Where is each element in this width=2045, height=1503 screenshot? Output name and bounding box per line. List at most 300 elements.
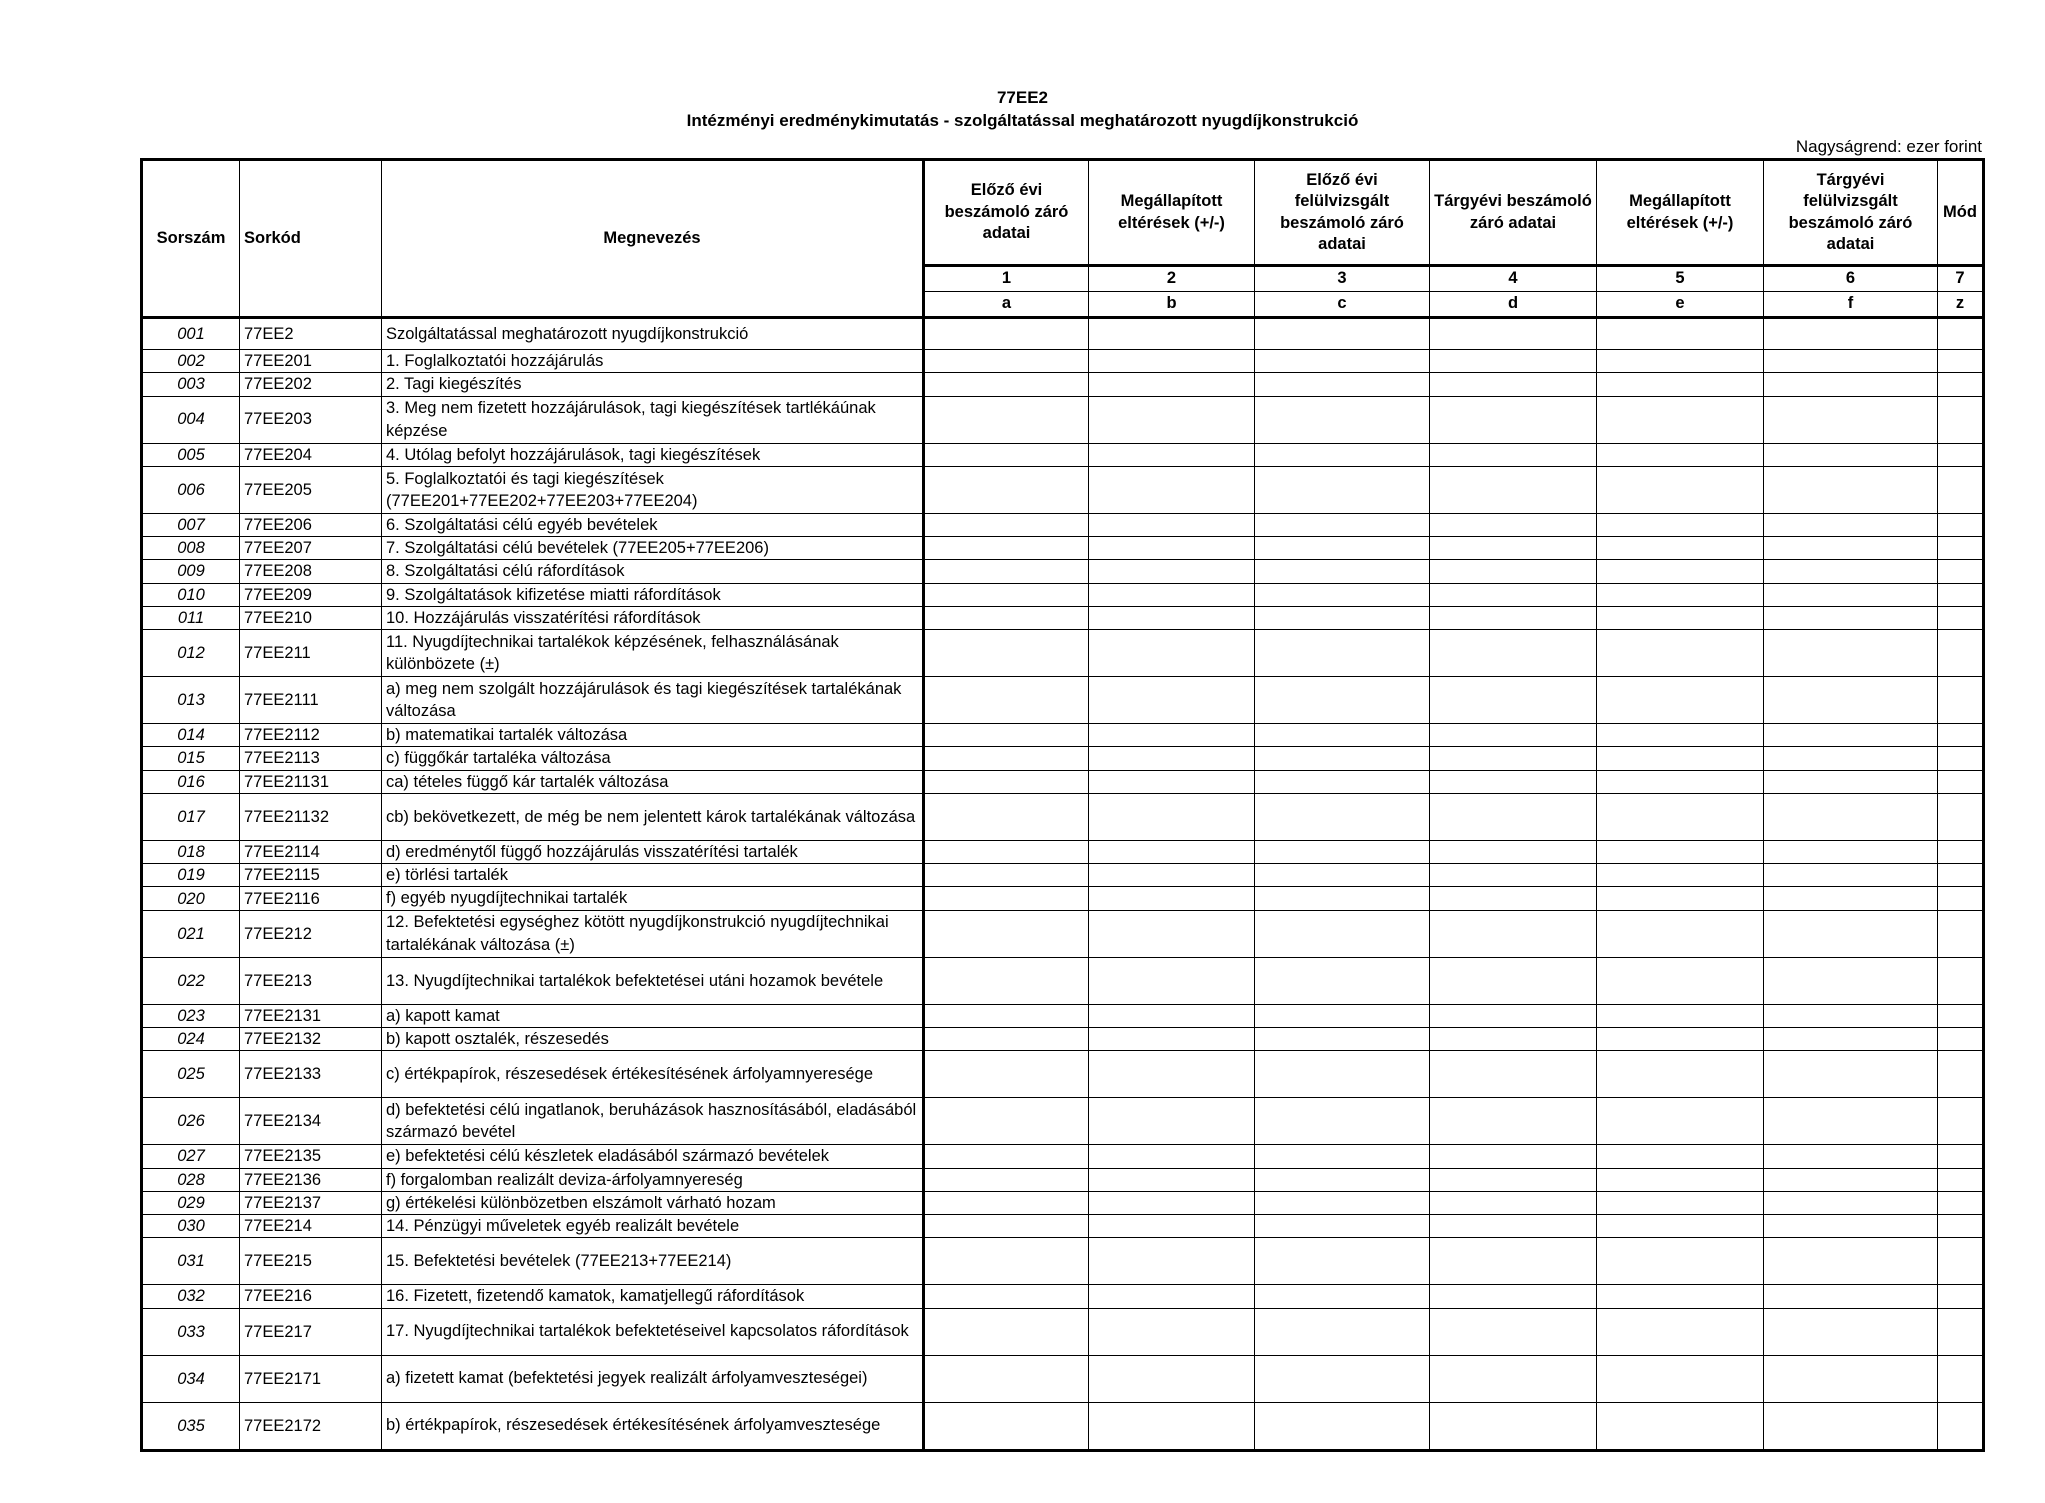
col-letter-b: b: [1089, 292, 1255, 318]
value-cell-f[interactable]: [1764, 1027, 1938, 1050]
value-cell-a[interactable]: [924, 513, 1089, 536]
value-cell-e[interactable]: [1597, 606, 1764, 629]
value-cell-c[interactable]: [1255, 560, 1430, 583]
value-cell-z[interactable]: [1938, 537, 1984, 560]
value-cell-b[interactable]: [1089, 957, 1255, 1004]
value-cell-e[interactable]: [1597, 560, 1764, 583]
value-cell-z[interactable]: [1938, 560, 1984, 583]
value-cell-c[interactable]: [1255, 1004, 1430, 1027]
value-cell-b[interactable]: [1089, 1168, 1255, 1191]
table-row: [142, 770, 1984, 793]
value-cell-d[interactable]: [1430, 560, 1597, 583]
value-cell-c[interactable]: [1255, 583, 1430, 606]
value-cell-d[interactable]: [1430, 583, 1597, 606]
row-megnevezes: Szolgáltatással meghatározott nyugdíjkonstrukció: [382, 318, 924, 350]
value-cell-f[interactable]: [1764, 373, 1938, 396]
value-cell-z[interactable]: [1938, 1308, 1984, 1355]
value-cell-c[interactable]: [1255, 957, 1430, 1004]
row-megnevezes: cb) bekövetkezett, de még be nem jelentett károk tartalékának változása: [382, 793, 924, 840]
row-sorkod: 77EE2172: [240, 1402, 382, 1450]
value-cell-b[interactable]: [1089, 606, 1255, 629]
value-cell-c[interactable]: [1255, 1355, 1430, 1402]
value-cell-f[interactable]: [1764, 864, 1938, 887]
value-cell-d[interactable]: [1430, 864, 1597, 887]
value-cell-a[interactable]: [924, 630, 1089, 677]
value-cell-z[interactable]: [1938, 724, 1984, 747]
value-cell-a[interactable]: [924, 318, 1089, 350]
row-megnevezes: 15. Befektetési bevételek (77EE213+77EE214): [382, 1238, 924, 1285]
row-megnevezes: e) befektetési célú készletek eladásából származó bevételek: [382, 1145, 924, 1168]
value-cell-a[interactable]: [924, 583, 1089, 606]
row-sorszam: 002: [142, 350, 240, 373]
value-cell-f[interactable]: [1764, 396, 1938, 443]
row-sorkod: 77EE2114: [240, 840, 382, 863]
value-cell-c[interactable]: [1255, 1191, 1430, 1214]
value-cell-e[interactable]: [1597, 724, 1764, 747]
value-cell-d[interactable]: [1430, 1402, 1597, 1450]
col-number-3: 3: [1255, 266, 1430, 292]
row-megnevezes: 9. Szolgáltatások kifizetése miatti ráfordítások: [382, 583, 924, 606]
value-cell-a[interactable]: [924, 887, 1089, 910]
value-cell-f[interactable]: [1764, 1168, 1938, 1191]
value-cell-a[interactable]: [924, 1285, 1089, 1308]
value-cell-f[interactable]: [1764, 770, 1938, 793]
value-cell-z[interactable]: [1938, 1238, 1984, 1285]
value-cell-a[interactable]: [924, 1051, 1089, 1098]
value-cell-c[interactable]: [1255, 677, 1430, 724]
value-cell-z[interactable]: [1938, 1004, 1984, 1027]
value-cell-z[interactable]: [1938, 1215, 1984, 1238]
value-cell-e[interactable]: [1597, 1051, 1764, 1098]
value-cell-f[interactable]: [1764, 677, 1938, 724]
col-letter-d: d: [1430, 292, 1597, 318]
value-cell-f[interactable]: [1764, 910, 1938, 957]
value-cell-a[interactable]: [924, 724, 1089, 747]
value-cell-z[interactable]: [1938, 318, 1984, 350]
row-sorszam: 011: [142, 606, 240, 629]
value-cell-d[interactable]: [1430, 1285, 1597, 1308]
value-cell-d[interactable]: [1430, 1308, 1597, 1355]
value-cell-d[interactable]: [1430, 747, 1597, 770]
value-cell-z[interactable]: [1938, 747, 1984, 770]
value-cell-a[interactable]: [924, 957, 1089, 1004]
value-cell-a[interactable]: [924, 1308, 1089, 1355]
value-cell-a[interactable]: [924, 373, 1089, 396]
value-cell-a[interactable]: [924, 747, 1089, 770]
value-cell-c[interactable]: [1255, 1308, 1430, 1355]
value-cell-c[interactable]: [1255, 466, 1430, 513]
value-cell-c[interactable]: [1255, 1215, 1430, 1238]
value-cell-d[interactable]: [1430, 1098, 1597, 1145]
value-cell-d[interactable]: [1430, 793, 1597, 840]
table-row: [142, 318, 1984, 350]
table-row: [142, 957, 1984, 1004]
value-cell-e[interactable]: [1597, 350, 1764, 373]
value-cell-d[interactable]: [1430, 396, 1597, 443]
value-cell-e[interactable]: [1597, 864, 1764, 887]
table-row: [142, 677, 1984, 724]
value-cell-z[interactable]: [1938, 910, 1984, 957]
value-cell-f[interactable]: [1764, 350, 1938, 373]
value-cell-f[interactable]: [1764, 1004, 1938, 1027]
row-sorszam: 008: [142, 537, 240, 560]
value-cell-d[interactable]: [1430, 1191, 1597, 1214]
value-cell-e[interactable]: [1597, 513, 1764, 536]
value-cell-e[interactable]: [1597, 583, 1764, 606]
value-cell-e[interactable]: [1597, 1238, 1764, 1285]
value-cell-z[interactable]: [1938, 1168, 1984, 1191]
value-cell-f[interactable]: [1764, 583, 1938, 606]
value-cell-c[interactable]: [1255, 887, 1430, 910]
value-cell-b[interactable]: [1089, 350, 1255, 373]
value-cell-b[interactable]: [1089, 1191, 1255, 1214]
value-cell-c[interactable]: [1255, 396, 1430, 443]
value-cell-e[interactable]: [1597, 396, 1764, 443]
value-cell-d[interactable]: [1430, 537, 1597, 560]
row-sorszam: 033: [142, 1308, 240, 1355]
value-cell-d[interactable]: [1430, 770, 1597, 793]
value-cell-e[interactable]: [1597, 1215, 1764, 1238]
value-cell-z[interactable]: [1938, 373, 1984, 396]
value-cell-e[interactable]: [1597, 747, 1764, 770]
value-cell-z[interactable]: [1938, 630, 1984, 677]
value-cell-z[interactable]: [1938, 1285, 1984, 1308]
value-cell-d[interactable]: [1430, 443, 1597, 466]
value-cell-z[interactable]: [1938, 1402, 1984, 1450]
row-sorszam: 012: [142, 630, 240, 677]
value-cell-e[interactable]: [1597, 537, 1764, 560]
value-cell-e[interactable]: [1597, 887, 1764, 910]
value-cell-z[interactable]: [1938, 466, 1984, 513]
value-cell-c[interactable]: [1255, 1051, 1430, 1098]
value-cell-c[interactable]: [1255, 1402, 1430, 1450]
value-cell-c[interactable]: [1255, 840, 1430, 863]
value-cell-b[interactable]: [1089, 1098, 1255, 1145]
value-cell-e[interactable]: [1597, 1027, 1764, 1050]
row-sorszam: 029: [142, 1191, 240, 1214]
value-cell-d[interactable]: [1430, 1215, 1597, 1238]
value-cell-b[interactable]: [1089, 1027, 1255, 1050]
row-sorszam: 018: [142, 840, 240, 863]
value-cell-b[interactable]: [1089, 747, 1255, 770]
value-cell-e[interactable]: [1597, 1285, 1764, 1308]
value-cell-e[interactable]: [1597, 770, 1764, 793]
value-cell-f[interactable]: [1764, 724, 1938, 747]
value-cell-a[interactable]: [924, 1191, 1089, 1214]
value-cell-c[interactable]: [1255, 373, 1430, 396]
value-cell-a[interactable]: [924, 537, 1089, 560]
value-cell-f[interactable]: [1764, 466, 1938, 513]
row-sorszam: 007: [142, 513, 240, 536]
table-row: [142, 887, 1984, 910]
value-cell-f[interactable]: [1764, 840, 1938, 863]
value-cell-d[interactable]: [1430, 677, 1597, 724]
value-cell-e[interactable]: [1597, 1145, 1764, 1168]
row-megnevezes: 1. Foglalkoztatói hozzájárulás: [382, 350, 924, 373]
value-cell-c[interactable]: [1255, 1168, 1430, 1191]
value-cell-f[interactable]: [1764, 747, 1938, 770]
table-row: [142, 1098, 1984, 1145]
row-megnevezes: 12. Befektetési egységhez kötött nyugdíjkonstrukció nyugdíjtechnikai tartalékának változása (±): [382, 910, 924, 957]
value-cell-a[interactable]: [924, 1215, 1089, 1238]
value-cell-a[interactable]: [924, 864, 1089, 887]
value-cell-a[interactable]: [924, 350, 1089, 373]
value-cell-d[interactable]: [1430, 1027, 1597, 1050]
value-cell-z[interactable]: [1938, 1355, 1984, 1402]
value-cell-z[interactable]: [1938, 887, 1984, 910]
value-cell-f[interactable]: [1764, 1308, 1938, 1355]
table-header: [142, 160, 1984, 318]
row-sorkod: 77EE2137: [240, 1191, 382, 1214]
row-sorkod: 77EE216: [240, 1285, 382, 1308]
value-cell-e[interactable]: [1597, 1402, 1764, 1450]
value-cell-d[interactable]: [1430, 1051, 1597, 1098]
value-cell-f[interactable]: [1764, 887, 1938, 910]
value-cell-e[interactable]: [1597, 677, 1764, 724]
value-cell-c[interactable]: [1255, 606, 1430, 629]
value-cell-e[interactable]: [1597, 1168, 1764, 1191]
value-cell-b[interactable]: [1089, 770, 1255, 793]
value-cell-a[interactable]: [924, 793, 1089, 840]
value-cell-a[interactable]: [924, 1004, 1089, 1027]
value-cell-e[interactable]: [1597, 1308, 1764, 1355]
value-cell-f[interactable]: [1764, 1215, 1938, 1238]
row-sorszam: 020: [142, 887, 240, 910]
value-cell-b[interactable]: [1089, 583, 1255, 606]
value-cell-d[interactable]: [1430, 1168, 1597, 1191]
table-row: [142, 1168, 1984, 1191]
value-cell-d[interactable]: [1430, 910, 1597, 957]
value-cell-a[interactable]: [924, 606, 1089, 629]
value-cell-c[interactable]: [1255, 630, 1430, 677]
col-header-4: Tárgyévi beszámoló záró adatai: [1430, 160, 1597, 266]
value-cell-e[interactable]: [1597, 957, 1764, 1004]
value-cell-f[interactable]: [1764, 793, 1938, 840]
value-cell-z[interactable]: [1938, 606, 1984, 629]
value-cell-b[interactable]: [1089, 318, 1255, 350]
value-cell-b[interactable]: [1089, 724, 1255, 747]
col-letter-c: c: [1255, 292, 1430, 318]
row-megnevezes: 11. Nyugdíjtechnikai tartalékok képzésének, felhasználásának különbözete (±): [382, 630, 924, 677]
value-cell-d[interactable]: [1430, 606, 1597, 629]
value-cell-d[interactable]: [1430, 513, 1597, 536]
value-cell-c[interactable]: [1255, 864, 1430, 887]
value-cell-c[interactable]: [1255, 770, 1430, 793]
row-megnevezes: a) meg nem szolgált hozzájárulások és tagi kiegészítések tartalékának változása: [382, 677, 924, 724]
value-cell-z[interactable]: [1938, 1191, 1984, 1214]
value-cell-b[interactable]: [1089, 443, 1255, 466]
value-cell-c[interactable]: [1255, 537, 1430, 560]
value-cell-a[interactable]: [924, 1238, 1089, 1285]
value-cell-z[interactable]: [1938, 770, 1984, 793]
value-cell-z[interactable]: [1938, 443, 1984, 466]
value-cell-f[interactable]: [1764, 318, 1938, 350]
value-cell-c[interactable]: [1255, 350, 1430, 373]
table-row: [142, 840, 1984, 863]
value-cell-f[interactable]: [1764, 1402, 1938, 1450]
value-cell-d[interactable]: [1430, 373, 1597, 396]
row-megnevezes: 7. Szolgáltatási célú bevételek (77EE205+77EE206): [382, 537, 924, 560]
value-cell-a[interactable]: [924, 443, 1089, 466]
value-cell-e[interactable]: [1597, 910, 1764, 957]
row-megnevezes: 6. Szolgáltatási célú egyéb bevételek: [382, 513, 924, 536]
value-cell-a[interactable]: [924, 1355, 1089, 1402]
value-cell-b[interactable]: [1089, 1145, 1255, 1168]
row-sorkod: 77EE2131: [240, 1004, 382, 1027]
value-cell-e[interactable]: [1597, 1355, 1764, 1402]
value-cell-d[interactable]: [1430, 840, 1597, 863]
value-cell-f[interactable]: [1764, 957, 1938, 1004]
value-cell-b[interactable]: [1089, 373, 1255, 396]
value-cell-z[interactable]: [1938, 793, 1984, 840]
value-cell-z[interactable]: [1938, 957, 1984, 1004]
value-cell-d[interactable]: [1430, 1238, 1597, 1285]
value-cell-c[interactable]: [1255, 747, 1430, 770]
value-cell-f[interactable]: [1764, 1098, 1938, 1145]
value-cell-b[interactable]: [1089, 537, 1255, 560]
value-cell-e[interactable]: [1597, 1004, 1764, 1027]
value-cell-z[interactable]: [1938, 1027, 1984, 1050]
value-cell-c[interactable]: [1255, 513, 1430, 536]
value-cell-z[interactable]: [1938, 583, 1984, 606]
col-letter-e: e: [1597, 292, 1764, 318]
value-cell-a[interactable]: [924, 1027, 1089, 1050]
value-cell-z[interactable]: [1938, 350, 1984, 373]
value-cell-e[interactable]: [1597, 373, 1764, 396]
row-sorszam: 017: [142, 793, 240, 840]
value-cell-c[interactable]: [1255, 1145, 1430, 1168]
value-cell-b[interactable]: [1089, 887, 1255, 910]
value-cell-d[interactable]: [1430, 724, 1597, 747]
value-cell-b[interactable]: [1089, 910, 1255, 957]
value-cell-c[interactable]: [1255, 1238, 1430, 1285]
row-sorkod: 77EE214: [240, 1215, 382, 1238]
value-cell-b[interactable]: [1089, 630, 1255, 677]
value-cell-b[interactable]: [1089, 840, 1255, 863]
table-row: [142, 1051, 1984, 1098]
value-cell-b[interactable]: [1089, 1402, 1255, 1450]
value-cell-d[interactable]: [1430, 957, 1597, 1004]
value-cell-e[interactable]: [1597, 466, 1764, 513]
value-cell-b[interactable]: [1089, 466, 1255, 513]
value-cell-e[interactable]: [1597, 318, 1764, 350]
value-cell-b[interactable]: [1089, 793, 1255, 840]
value-cell-c[interactable]: [1255, 1098, 1430, 1145]
value-cell-z[interactable]: [1938, 513, 1984, 536]
value-cell-f[interactable]: [1764, 630, 1938, 677]
value-cell-f[interactable]: [1764, 1191, 1938, 1214]
value-cell-d[interactable]: [1430, 1355, 1597, 1402]
value-cell-z[interactable]: [1938, 1051, 1984, 1098]
value-cell-f[interactable]: [1764, 1355, 1938, 1402]
value-cell-d[interactable]: [1430, 1004, 1597, 1027]
row-sorkod: 77EE2112: [240, 724, 382, 747]
value-cell-b[interactable]: [1089, 1238, 1255, 1285]
value-cell-z[interactable]: [1938, 1145, 1984, 1168]
value-cell-b[interactable]: [1089, 396, 1255, 443]
value-cell-a[interactable]: [924, 677, 1089, 724]
value-cell-c[interactable]: [1255, 1027, 1430, 1050]
value-cell-b[interactable]: [1089, 1004, 1255, 1027]
value-cell-f[interactable]: [1764, 560, 1938, 583]
value-cell-a[interactable]: [924, 466, 1089, 513]
value-cell-e[interactable]: [1597, 630, 1764, 677]
value-cell-e[interactable]: [1597, 1191, 1764, 1214]
value-cell-e[interactable]: [1597, 443, 1764, 466]
value-cell-c[interactable]: [1255, 724, 1430, 747]
value-cell-b[interactable]: [1089, 1051, 1255, 1098]
value-cell-d[interactable]: [1430, 1145, 1597, 1168]
value-cell-a[interactable]: [924, 560, 1089, 583]
table-row: [142, 1285, 1984, 1308]
value-cell-f[interactable]: [1764, 1051, 1938, 1098]
value-cell-c[interactable]: [1255, 793, 1430, 840]
value-cell-f[interactable]: [1764, 1145, 1938, 1168]
value-cell-f[interactable]: [1764, 606, 1938, 629]
value-cell-z[interactable]: [1938, 396, 1984, 443]
value-cell-b[interactable]: [1089, 1215, 1255, 1238]
row-sorkod: 77EE2111: [240, 677, 382, 724]
row-megnevezes: c) függőkár tartaléka változása: [382, 747, 924, 770]
value-cell-b[interactable]: [1089, 1285, 1255, 1308]
value-cell-c[interactable]: [1255, 443, 1430, 466]
value-cell-a[interactable]: [924, 1168, 1089, 1191]
value-cell-d[interactable]: [1430, 466, 1597, 513]
value-cell-z[interactable]: [1938, 677, 1984, 724]
value-cell-b[interactable]: [1089, 513, 1255, 536]
value-cell-a[interactable]: [924, 910, 1089, 957]
value-cell-c[interactable]: [1255, 910, 1430, 957]
value-cell-d[interactable]: [1430, 630, 1597, 677]
value-cell-f[interactable]: [1764, 513, 1938, 536]
row-sorszam: 025: [142, 1051, 240, 1098]
value-cell-a[interactable]: [924, 1402, 1089, 1450]
value-cell-d[interactable]: [1430, 887, 1597, 910]
value-cell-z[interactable]: [1938, 1098, 1984, 1145]
value-cell-d[interactable]: [1430, 350, 1597, 373]
value-cell-a[interactable]: [924, 1098, 1089, 1145]
value-cell-f[interactable]: [1764, 537, 1938, 560]
value-cell-b[interactable]: [1089, 1355, 1255, 1402]
value-cell-z[interactable]: [1938, 864, 1984, 887]
value-cell-c[interactable]: [1255, 318, 1430, 350]
row-sorszam: 034: [142, 1355, 240, 1402]
value-cell-f[interactable]: [1764, 1238, 1938, 1285]
value-cell-c[interactable]: [1255, 1285, 1430, 1308]
value-cell-e[interactable]: [1597, 1098, 1764, 1145]
value-cell-e[interactable]: [1597, 793, 1764, 840]
col-number-4: 4: [1430, 266, 1597, 292]
table-row: [142, 443, 1984, 466]
value-cell-f[interactable]: [1764, 1285, 1938, 1308]
table-row: [142, 747, 1984, 770]
row-sorszam: 021: [142, 910, 240, 957]
value-cell-z[interactable]: [1938, 840, 1984, 863]
value-cell-e[interactable]: [1597, 840, 1764, 863]
value-cell-a[interactable]: [924, 840, 1089, 863]
row-sorkod: 77EE202: [240, 373, 382, 396]
value-cell-d[interactable]: [1430, 318, 1597, 350]
value-cell-a[interactable]: [924, 396, 1089, 443]
value-cell-b[interactable]: [1089, 560, 1255, 583]
value-cell-b[interactable]: [1089, 1308, 1255, 1355]
value-cell-a[interactable]: [924, 770, 1089, 793]
value-cell-b[interactable]: [1089, 864, 1255, 887]
value-cell-b[interactable]: [1089, 677, 1255, 724]
table-row: [142, 560, 1984, 583]
value-cell-a[interactable]: [924, 1145, 1089, 1168]
value-cell-f[interactable]: [1764, 443, 1938, 466]
